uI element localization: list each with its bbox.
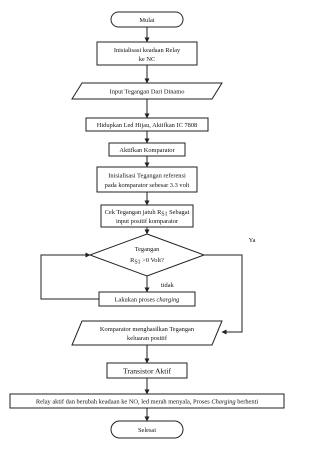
- connector-yes-branch: [204, 255, 242, 332]
- transistor-label: Transistor Aktif: [122, 366, 172, 376]
- process-check-voltage: [101, 205, 193, 227]
- reference-line1: Inisialisasi Tegangan referensi: [108, 172, 186, 180]
- decision-line2: RS1 >0 Volt?: [130, 257, 164, 266]
- input-voltage-label: Input Tegangan Dari Dinamo: [109, 88, 185, 96]
- start-label: Mulai: [139, 17, 155, 24]
- end-terminator: [111, 421, 183, 438]
- label-yes: Ya: [248, 237, 256, 244]
- led-ic-label: Hidupkan Led Hijau, Aktifkan IC 7808: [96, 122, 198, 129]
- process-charging: [99, 292, 195, 306]
- comparator-label: Aktifkan Komparator: [119, 147, 175, 154]
- output-line2: keluaran positif: [127, 335, 167, 342]
- output-line1: Komparator menghasilkan Tegangan: [99, 326, 195, 333]
- decision-voltage: [90, 234, 204, 276]
- check-line1: Cek Tegangan jatuh RS1 Sebagai: [104, 209, 190, 218]
- charging-label: Lakukan proses charging: [114, 296, 180, 304]
- init-relay-line1: Inisialisasi keadaan Relay: [113, 47, 181, 54]
- io-input-voltage: [72, 83, 222, 99]
- check-line2: input positif komparator: [115, 218, 179, 225]
- process-init-relay: [97, 42, 197, 65]
- process-final: [10, 394, 284, 408]
- init-relay-line2: ke NC: [138, 56, 156, 63]
- final-label: Relay aktif dan berubah keadaan ke NO, led merah menyala, Proses Charging berhenti: [35, 398, 259, 406]
- start-terminator: [111, 12, 183, 27]
- connector-loop-back: [41, 255, 99, 299]
- process-led-ic: [86, 118, 208, 131]
- process-comparator: [109, 143, 185, 156]
- reference-line2: pada komparator sebesar 3.3 volt: [104, 182, 190, 189]
- io-output-voltage: [72, 321, 222, 345]
- process-reference: [97, 167, 197, 192]
- label-no: tidak: [161, 282, 174, 289]
- decision-line1: Tegangan: [134, 246, 160, 253]
- process-transistor: [107, 363, 187, 378]
- end-label: Selesai: [137, 427, 157, 434]
